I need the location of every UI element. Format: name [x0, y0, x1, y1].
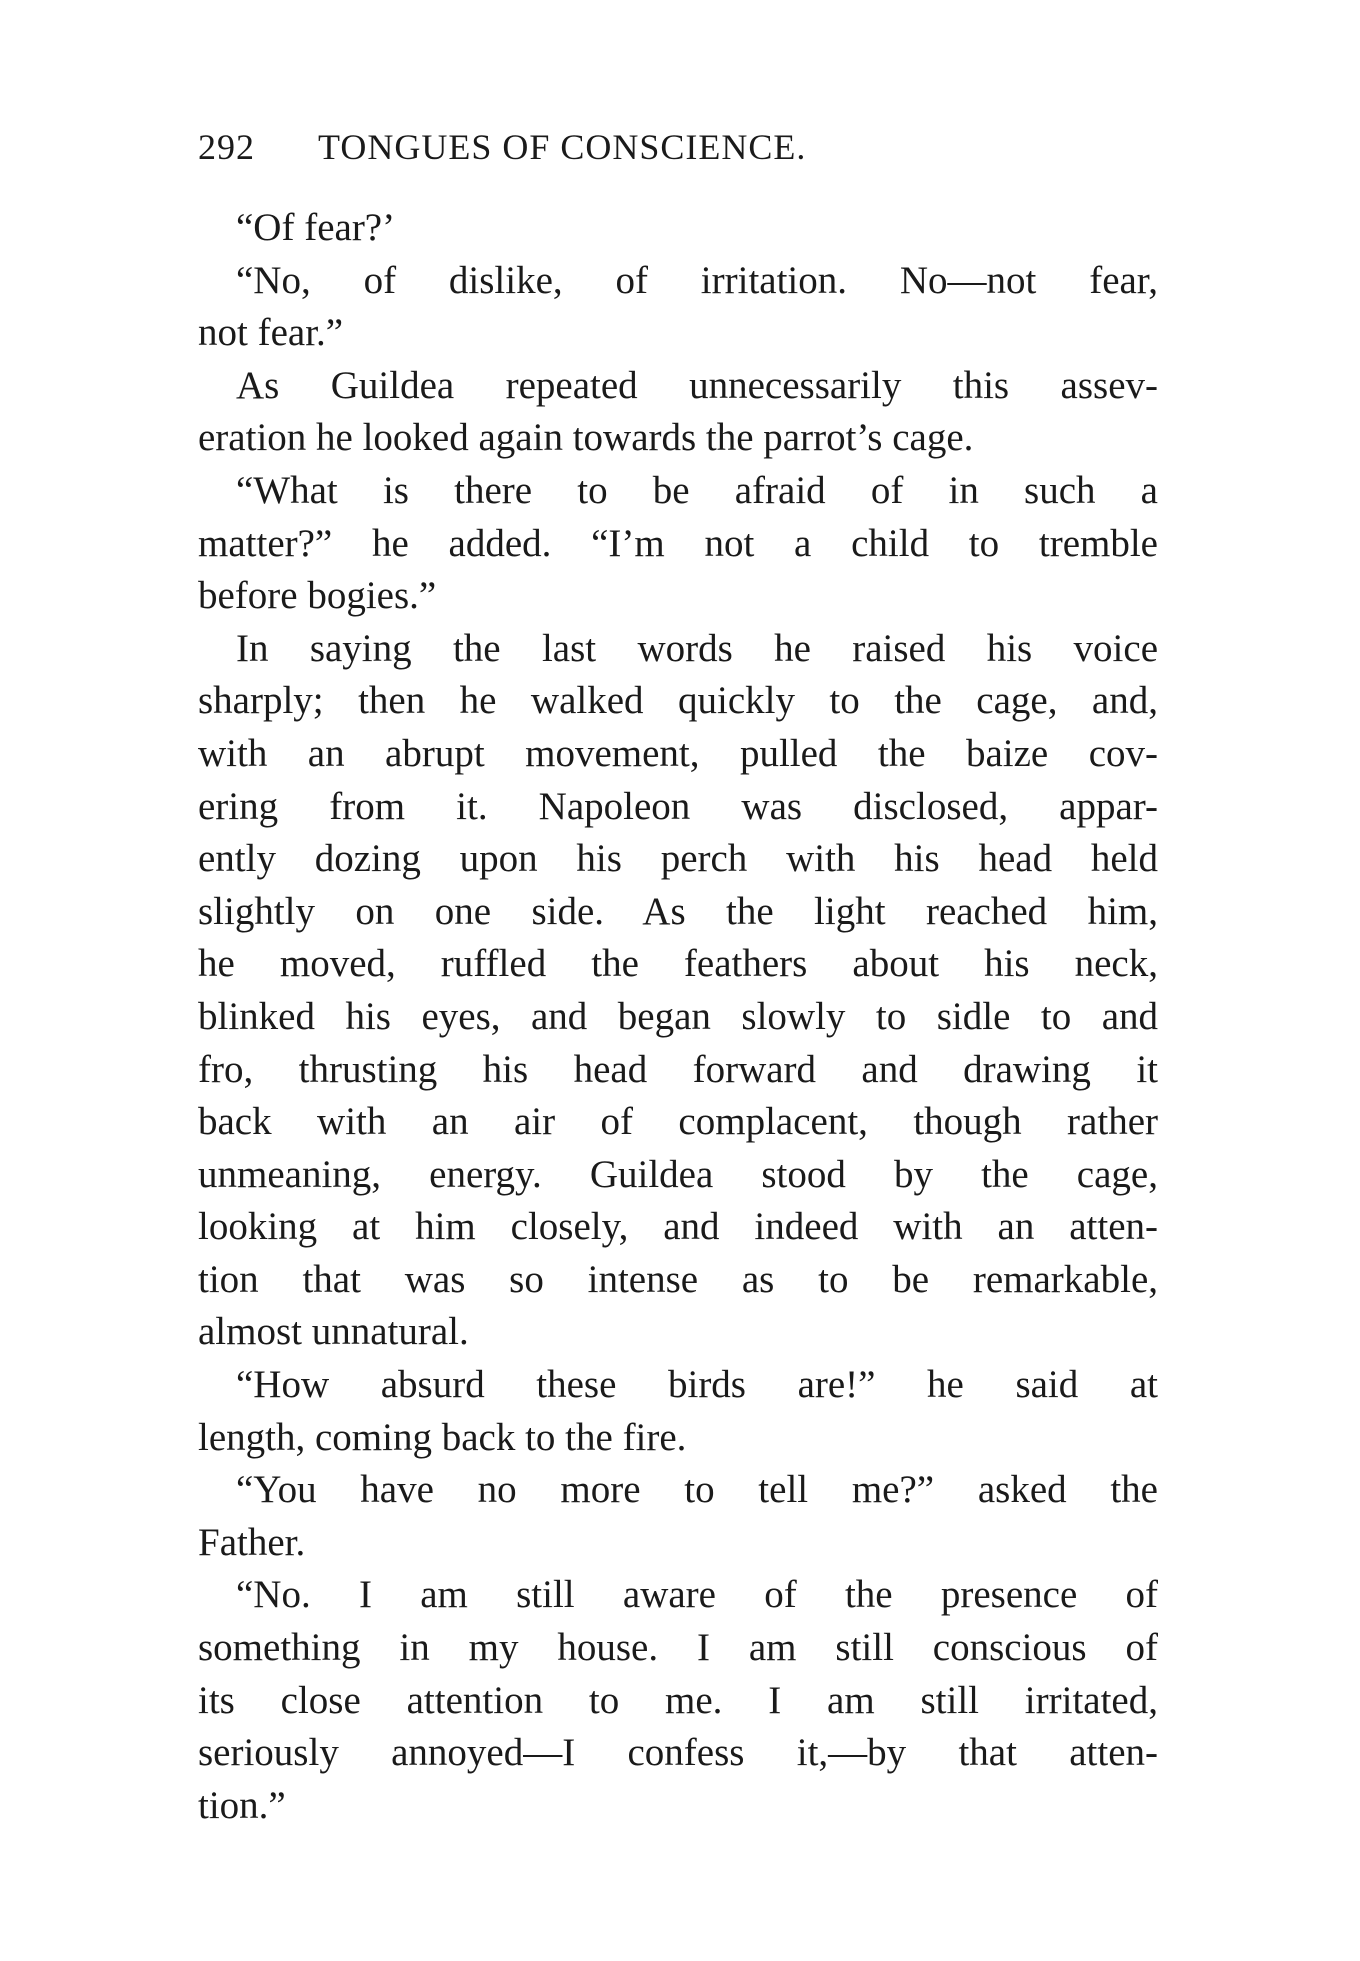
text-line: something in my house. I am still conscious of: [198, 1626, 1158, 1670]
text-line: seriously annoyed—I confess it,—by that atten-: [198, 1731, 1158, 1775]
text-line: “How absurd these birds are!” he said at: [236, 1363, 1158, 1407]
text-line: “No. I am still aware of the presence of: [236, 1573, 1158, 1617]
text-line: fro, thrusting his head forward and drawing it: [198, 1047, 1158, 1091]
text-line: eration he looked again towards the parrot’s cage.: [198, 416, 974, 460]
text-line: tion that was so intense as to be remarkable,: [198, 1257, 1158, 1301]
text-line: not fear.”: [198, 311, 344, 355]
text-line: sharply; then he walked quickly to the cage, and,: [198, 679, 1158, 723]
text-line: matter?” he added. “I’m not a child to tremble: [198, 521, 1158, 565]
running-title: TONGUES OF CONSCIENCE.: [318, 127, 807, 167]
text-line: “What is there to be afraid of in such a: [236, 468, 1158, 512]
text-line: “Of fear?’: [236, 206, 396, 249]
text-line: he moved, ruffled the feathers about his neck,: [198, 942, 1158, 986]
text-line: ering from it. Napoleon was disclosed, appar-: [198, 784, 1158, 828]
text-line: tion.”: [198, 1783, 286, 1827]
text-line: blinked his eyes, and began slowly to sidle to and: [198, 994, 1158, 1038]
text-line: “You have no more to tell me?” asked the: [236, 1468, 1158, 1512]
text-line: unmeaning, energy. Guildea stood by the cage,: [198, 1152, 1158, 1196]
body-text: [198, 202, 1158, 1832]
text-line: Father.: [198, 1520, 306, 1564]
running-head: [198, 122, 958, 172]
text-line: “No, of dislike, of irritation. No—not fear,: [236, 258, 1158, 302]
text-line: almost unnatural.: [198, 1310, 469, 1354]
text-line: In saying the last words he raised his voice: [236, 626, 1158, 670]
text-line: ently dozing upon his perch with his head held: [198, 837, 1158, 881]
text-line: looking at him closely, and indeed with an atten-: [198, 1205, 1158, 1249]
text-line: before bogies.”: [198, 574, 437, 618]
text-line: with an abrupt movement, pulled the baize cov-: [198, 731, 1158, 775]
text-line: As Guildea repeated unnecessarily this assev-: [236, 363, 1158, 407]
text-line: length, coming back to the fire.: [198, 1415, 687, 1459]
text-line: back with an air of complacent, though rather: [198, 1100, 1158, 1144]
text-line: slightly on one side. As the light reached him,: [198, 889, 1158, 933]
page-number: 292: [198, 127, 255, 167]
text-line: its close attention to me. I am still irritated,: [198, 1678, 1158, 1722]
